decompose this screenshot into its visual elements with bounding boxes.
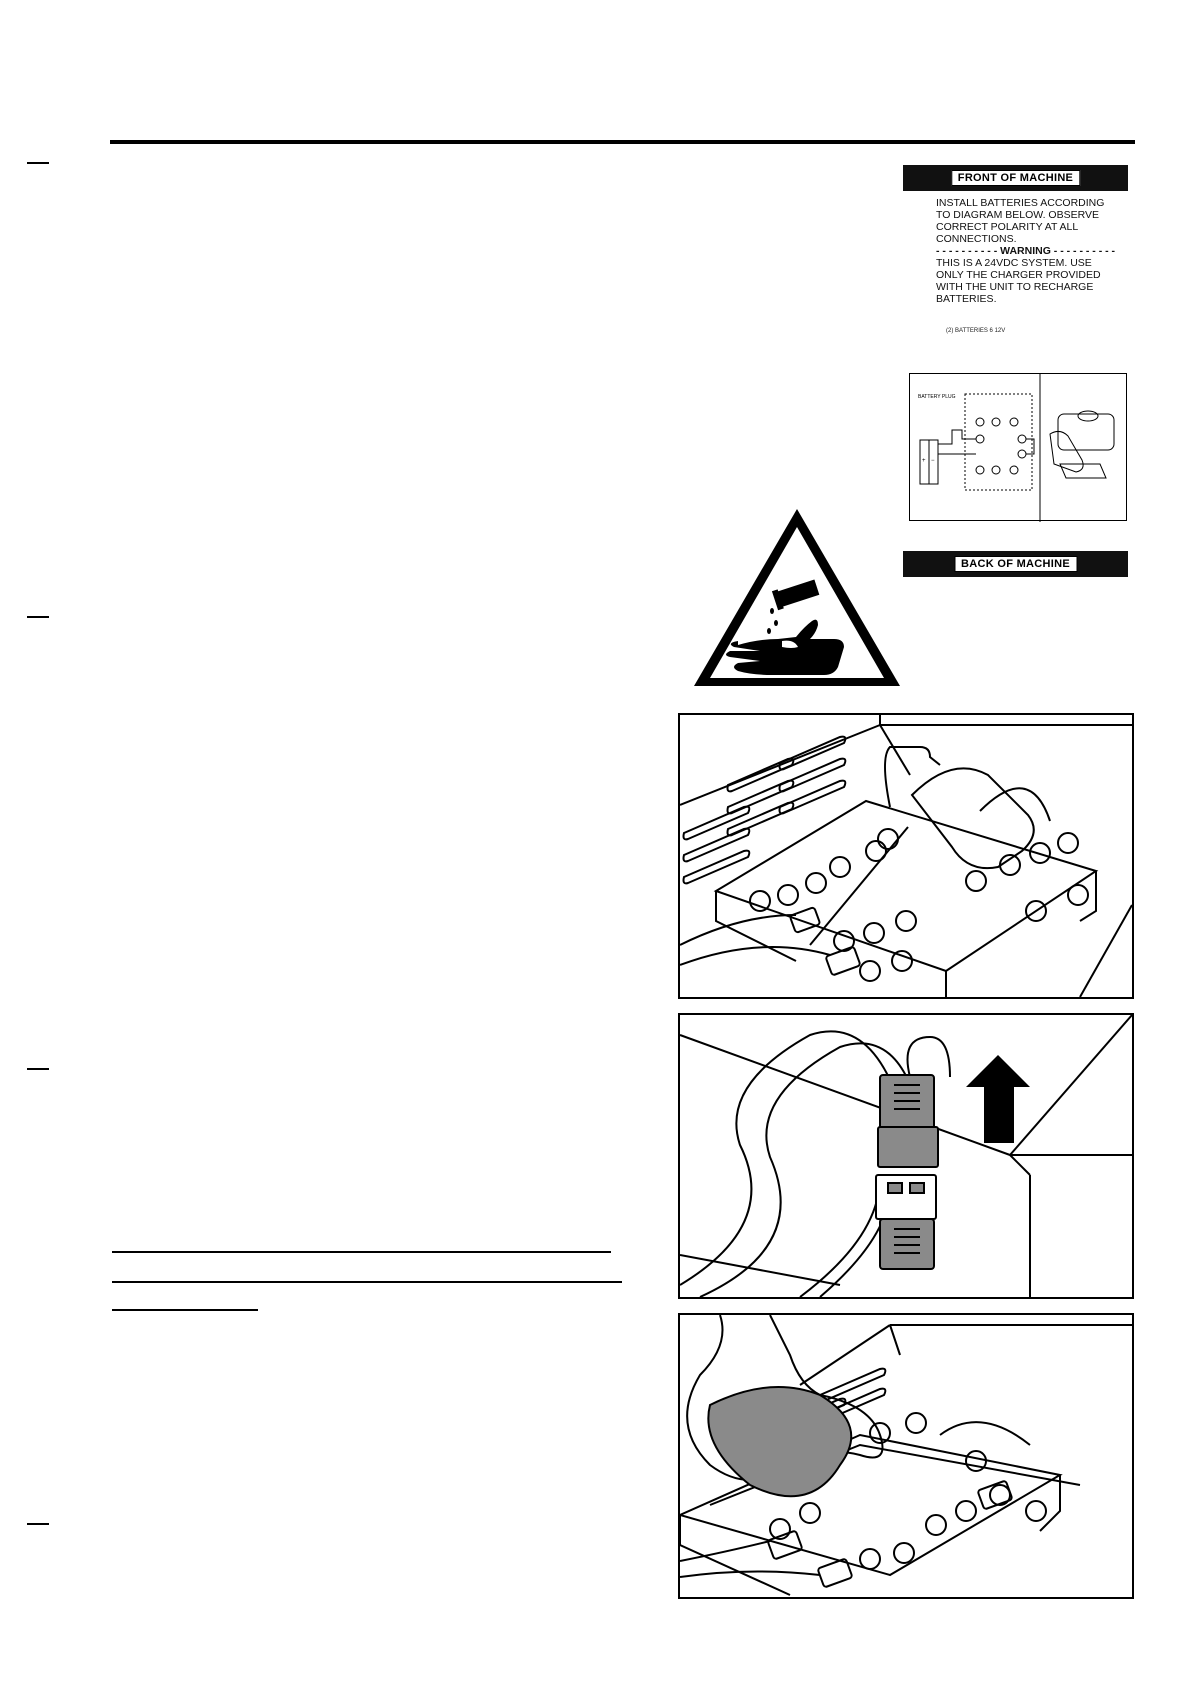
margin-mark xyxy=(27,616,49,618)
back-of-machine-label: BACK OF MACHINE xyxy=(903,551,1128,577)
front-of-machine-label: FRONT OF MACHINE xyxy=(903,165,1128,191)
text-underline xyxy=(112,1309,258,1311)
decal-warning-title: - - - - - - - - - - WARNING - - - - - - - - - - xyxy=(936,245,1116,257)
margin-mark xyxy=(27,162,49,164)
wiring-diagram xyxy=(909,373,1127,521)
margin-mark xyxy=(27,1523,49,1525)
header-rule xyxy=(110,140,1135,144)
svg-text:−: − xyxy=(931,458,935,464)
plug-label: BATTERY PLUG xyxy=(918,394,956,400)
svg-text:+: + xyxy=(922,458,926,464)
text-underline xyxy=(112,1251,611,1253)
decal-battery-note: (2) BATTERIES 6 12V xyxy=(946,328,1006,334)
corrosive-hazard-icon xyxy=(690,505,904,690)
battery-fill-illustration xyxy=(678,713,1134,999)
decal-instructions: INSTALL BATTERIES ACCORDING TO DIAGRAM BELOW. OBSERVE CORRECT POLARITY AT ALL CONNECTIONS. - - - - - - - - - - WARNING - - - - - - - - - - THIS IS A 24VDC SYSTEM. USE ONLY THE CHARGER PROVIDED WITH THE UNIT TO RECHARGE BATTERIES. xyxy=(936,197,1126,305)
disconnect-plug-illustration xyxy=(678,1013,1134,1299)
text-underline xyxy=(112,1281,622,1283)
margin-mark xyxy=(27,1068,49,1070)
battery-clean-illustration xyxy=(678,1313,1134,1599)
up-arrow-icon xyxy=(966,1055,1030,1143)
